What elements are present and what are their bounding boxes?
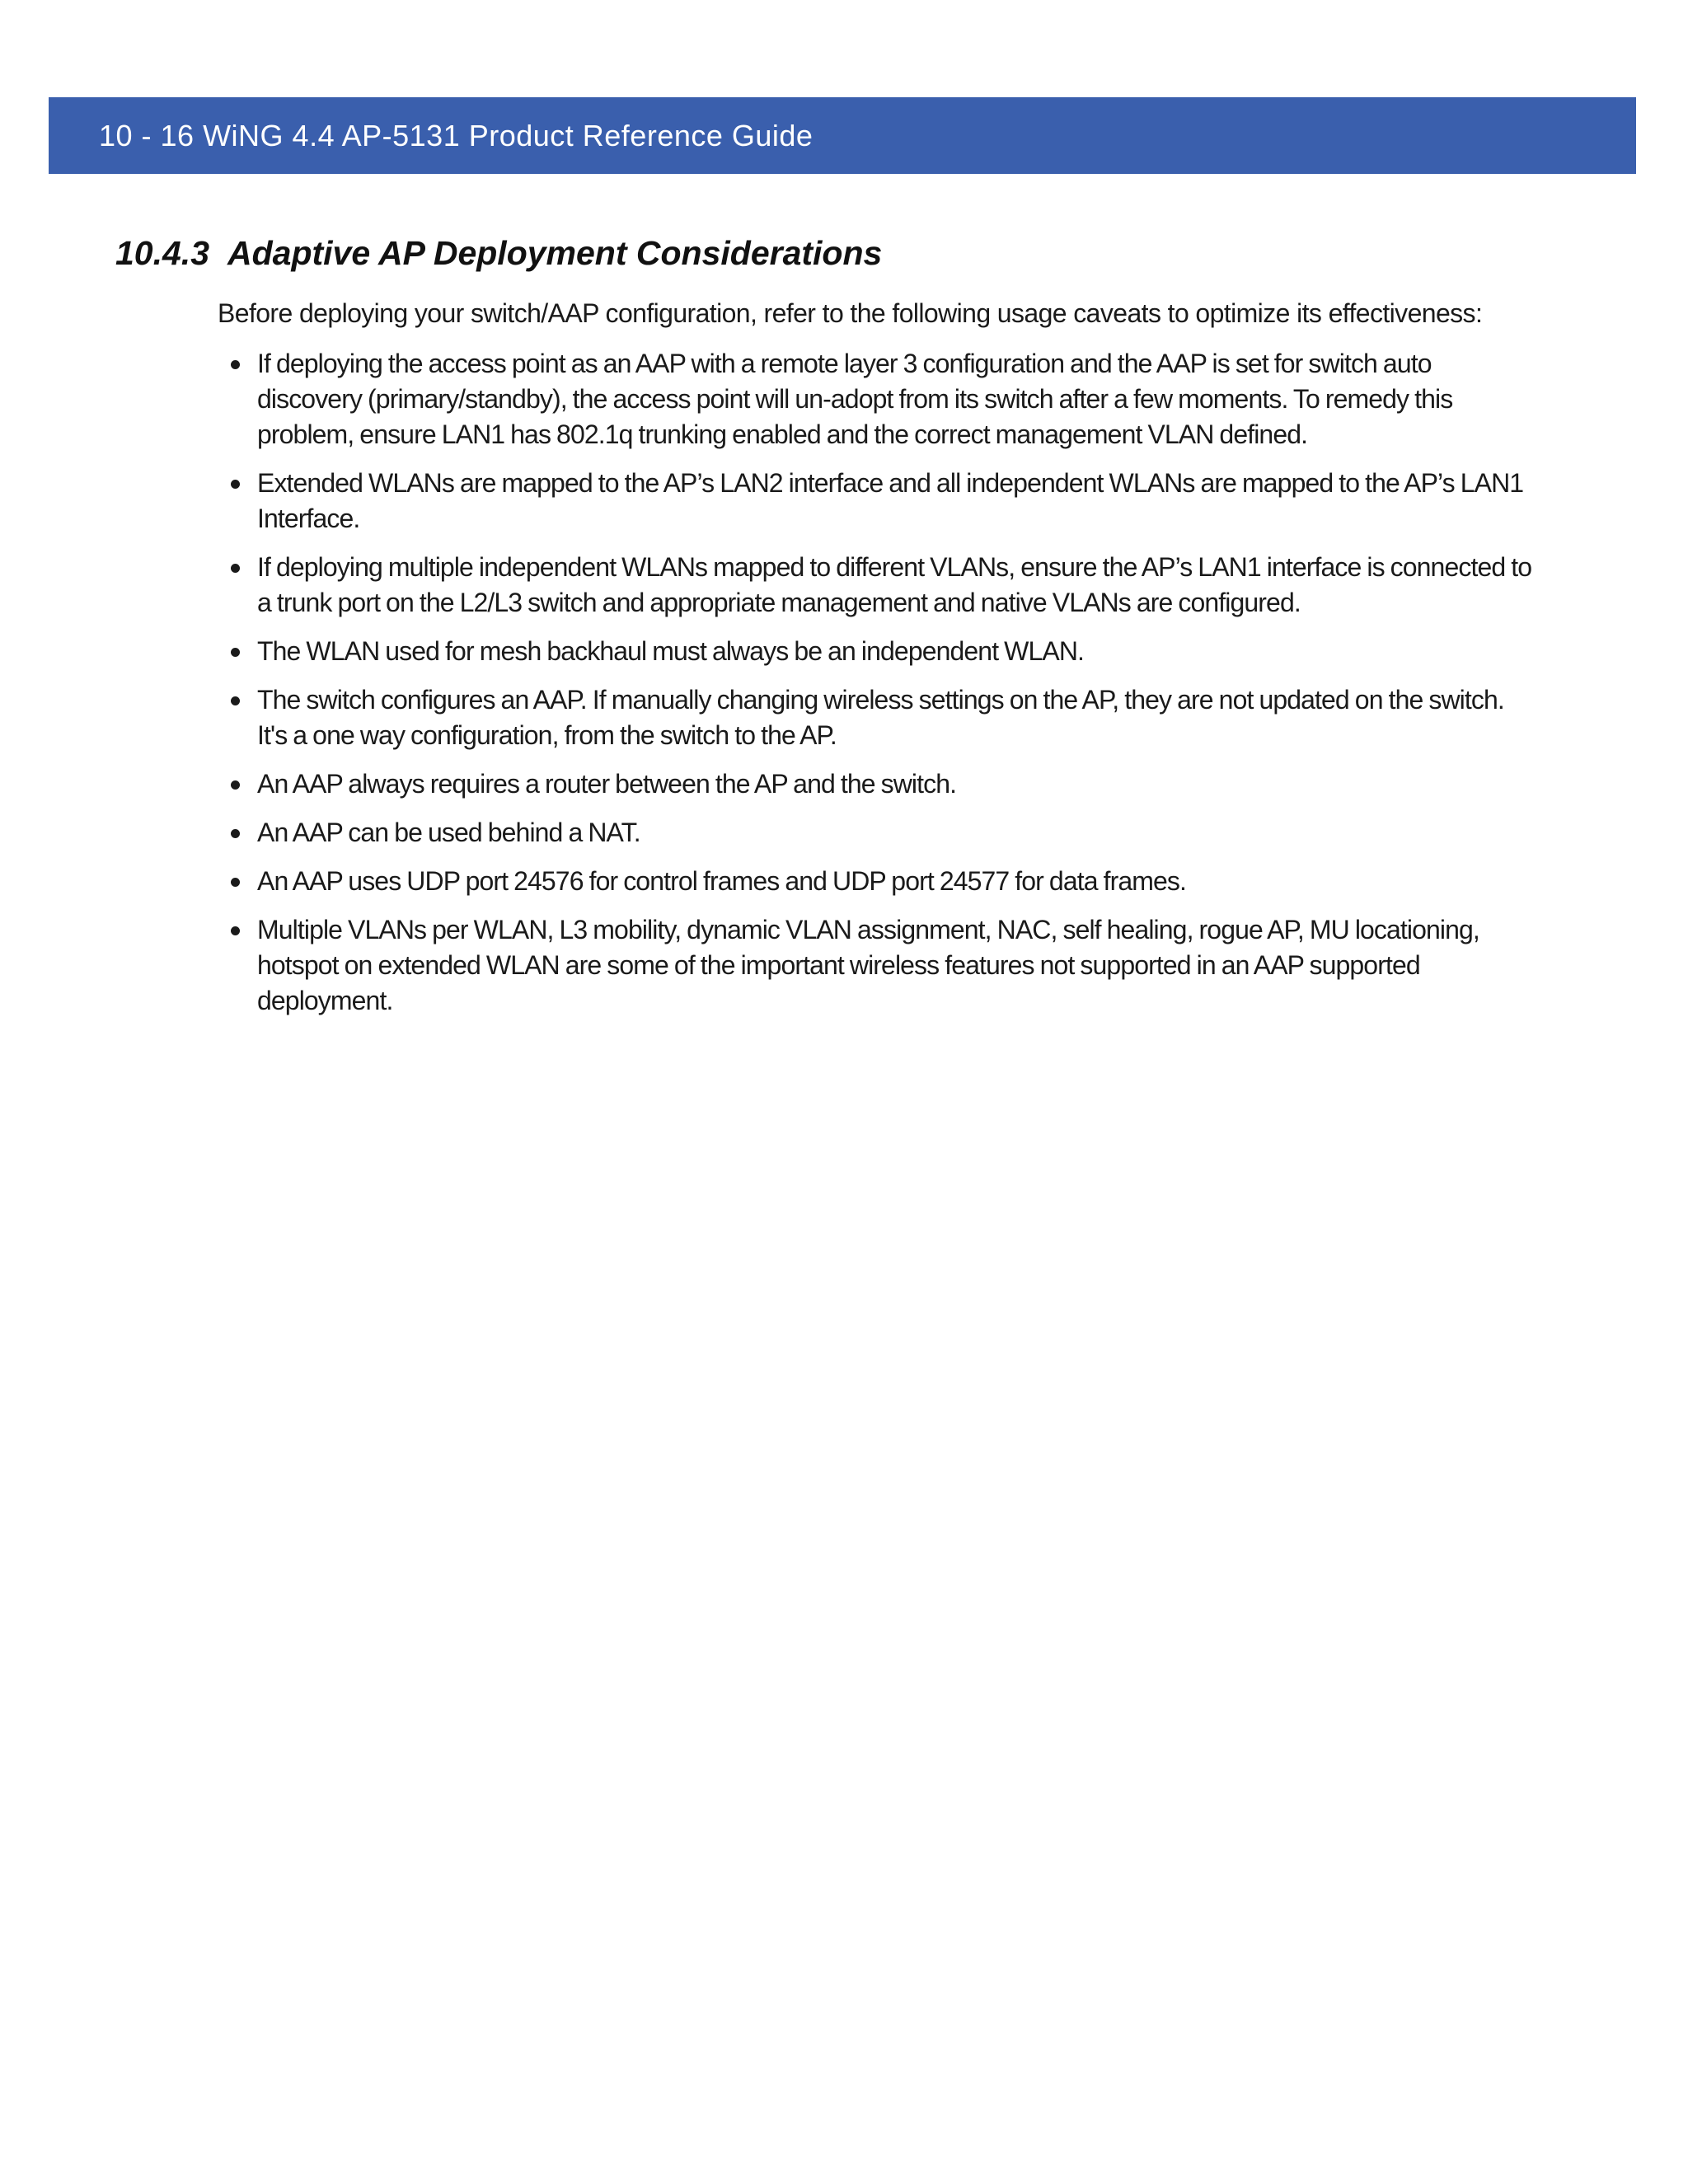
intro-paragraph: Before deploying your switch/AAP configuration, refer to the following usage caveats to optimize its effectiveness: — [218, 298, 1483, 328]
bullet-icon — [231, 480, 240, 489]
section-body — [218, 295, 1536, 1032]
list-item — [218, 346, 1536, 452]
list-item-text: Multiple VLANs per WLAN, L3 mobility, dynamic VLAN assignment, NAC, self healing, rogue AP, MU locationing, hotspot on extended WLAN are some of the important wireless features not supported in an AAP supported deployment. — [257, 915, 1479, 1015]
list-item-text: An AAP can be used behind a NAT. — [257, 818, 640, 847]
list-item-text: If deploying multiple independent WLANs mapped to different VLANs, ensure the AP’s LAN1 interface is connected to a trunk port on the L2/L3 switch and appropriate management and native VLANs are configured. — [257, 552, 1532, 617]
list-item-text: The WLAN used for mesh backhaul must always be an independent WLAN. — [257, 636, 1085, 666]
bullet-icon — [231, 360, 240, 369]
bullet-icon — [231, 564, 240, 573]
bullet-icon — [231, 780, 240, 790]
list-item — [218, 766, 1536, 802]
list-item — [218, 912, 1536, 1019]
list-item — [218, 864, 1536, 899]
list-item-text: An AAP always requires a router between the AP and the switch. — [257, 769, 957, 799]
section-number: 10.4.3 — [115, 234, 209, 272]
list-item — [218, 682, 1536, 753]
page-header-band — [49, 97, 1636, 174]
bullet-icon — [231, 648, 240, 657]
section-title: Adaptive AP Deployment Considerations — [227, 234, 883, 272]
list-item — [218, 466, 1536, 537]
list-item — [218, 815, 1536, 851]
list-item — [218, 550, 1536, 621]
list-item-text: An AAP uses UDP port 24576 for control frames and UDP port 24577 for data frames. — [257, 866, 1186, 896]
bullet-icon — [231, 829, 240, 838]
list-item-text: Extended WLANs are mapped to the AP’s LAN2 interface and all independent WLANs are mapped to the AP’s LAN1 Interface. — [257, 468, 1524, 533]
list-item-text: If deploying the access point as an AAP with a remote layer 3 configuration and the AAP is set for switch auto discovery (primary/standby), the access point will un-adopt from its switch after a few moments. To remedy this problem, ensure LAN1 has 802.1q trunking enabled and the correct management VLAN defined. — [257, 349, 1453, 449]
section-heading — [115, 234, 882, 273]
list-item-text: The switch configures an AAP. If manually changing wireless settings on the AP, they are not updated on the switch. It's a one way configuration, from the switch to the AP. — [257, 685, 1504, 750]
bullet-icon — [231, 926, 240, 935]
bullet-icon — [231, 878, 240, 887]
bullet-icon — [231, 696, 240, 705]
list-item — [218, 634, 1536, 669]
caveats-list — [218, 346, 1536, 1019]
running-header-title: 10 - 16 WiNG 4.4 AP-5131 Product Reference Guide — [99, 118, 814, 152]
